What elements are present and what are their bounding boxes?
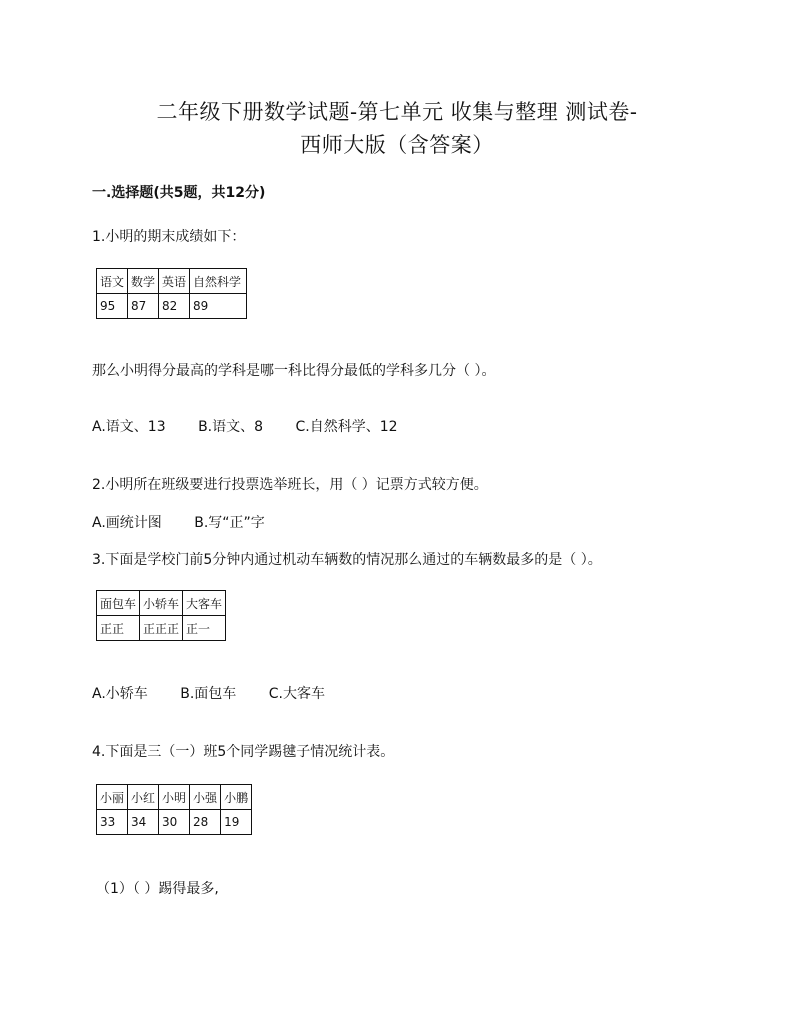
table-cell: 33 [97,810,128,835]
table-header-cell: 小强 [190,785,221,810]
table-header-cell: 小红 [128,785,159,810]
table-header-cell: 小丽 [97,785,128,810]
table-cell: 19 [221,810,252,835]
table-cell: 34 [128,810,159,835]
table-row [97,810,252,835]
table-cell: 正正正 [140,616,183,641]
table-cell: 正一 [183,616,226,641]
document-title-line1: 二年级下册数学试题-第七单元 收集与整理 测试卷- [156,100,638,124]
table-cell: 95 [97,294,128,319]
option-b: B.面包车 [180,686,237,702]
table-header-cell: 大客车 [183,591,226,616]
table-header-cell: 小轿车 [140,591,183,616]
table-header-cell: 小鹏 [221,785,252,810]
q4-stem: 4.下面是三（一）班5个同学踢毽子情况统计表。 [92,744,395,760]
q4-sub1: （1）（ ）踢得最多, [96,881,219,897]
table-row [97,785,252,810]
option-c: C.自然科学、12 [295,419,398,435]
q3-options [92,683,325,703]
table-header-cell: 英语 [159,269,190,294]
q1-stem: 1.小明的期末成绩如下： [92,229,246,245]
option-a: A.小轿车 [92,686,148,702]
table-cell: 87 [128,294,159,319]
table-cell: 89 [190,294,247,319]
q4-shuttlecock-table [96,784,252,835]
q2-options [92,512,265,532]
table-row [97,269,247,294]
table-row [97,616,226,641]
q2-stem: 2.小明所在班级要进行投票选举班长，用（ ）记票方式较方便。 [92,477,488,493]
table-row [97,591,226,616]
option-b: B.写“正”字 [194,515,265,531]
section-heading: 一.选择题(共5题，共12分) [92,185,266,201]
table-header-cell: 数学 [128,269,159,294]
q1-question: 那么小明得分最高的学科是哪一科比得分最低的学科多几分（ ）。 [92,363,496,379]
q1-options [92,416,398,436]
table-header-cell: 面包车 [97,591,140,616]
table-cell: 正正 [97,616,140,641]
document-title-line2: 西师大版（含答案） [300,133,494,157]
table-cell: 82 [159,294,190,319]
q3-stem: 3.下面是学校门前5分钟内通过机动车辆数的情况那么通过的车辆数最多的是（ ）。 [92,552,602,568]
table-cell: 28 [190,810,221,835]
table-row [97,294,247,319]
table-header-cell: 语文 [97,269,128,294]
option-b: B.语文、8 [198,419,264,435]
table-cell: 30 [159,810,190,835]
option-a: A.画统计图 [92,515,162,531]
q1-score-table [96,268,247,319]
option-a: A.语文、13 [92,419,166,435]
table-header-cell: 自然科学 [190,269,247,294]
table-header-cell: 小明 [159,785,190,810]
option-c: C.大客车 [268,686,325,702]
q3-vehicle-table [96,590,226,641]
